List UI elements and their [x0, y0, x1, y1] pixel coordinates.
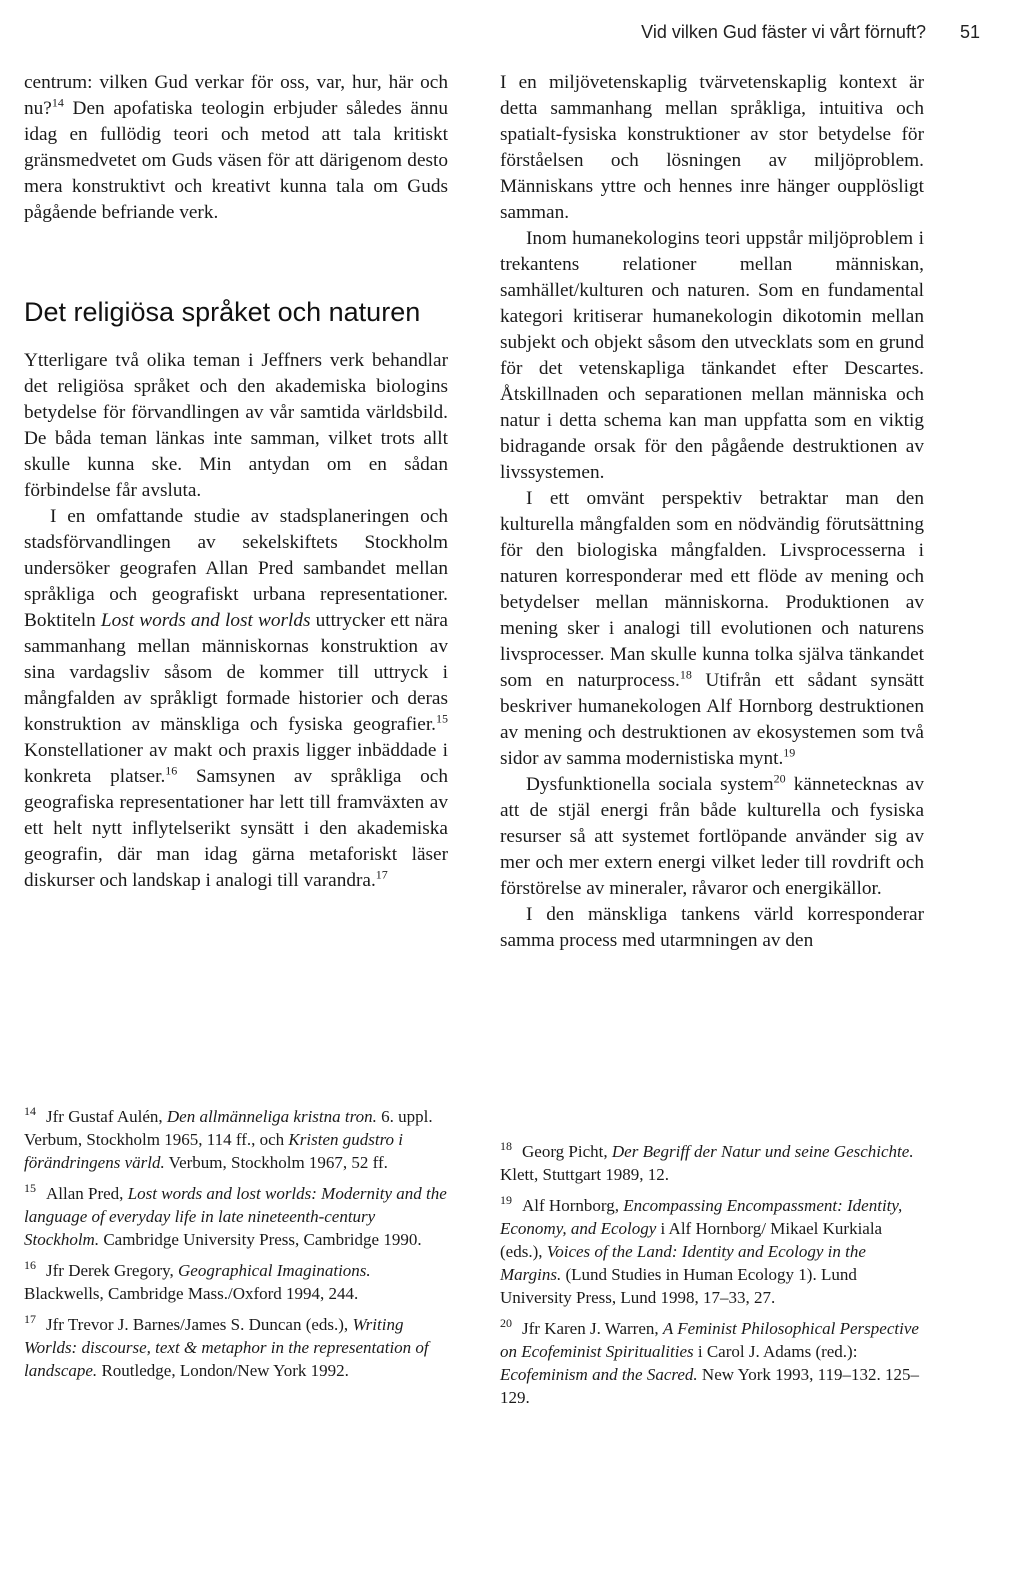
footnote: $^{16}$ Jfr Derek Gregory, Geographical Imaginations. Blackwells, Cambridge Mass./Oxford 1994, 244. [24, 1258, 371, 1303]
footnote: $^{19}$ Alf Hornborg, Encompassing Encompassment: Identity, Economy, and Ecology i Alf Hornborg/ Mikael Kurkiala (eds.), Voices of the Land: Identity and Ecology in the Margins. (Lund Studies in Human Ecology 1). Lund University Press, Lund 1998, 17–33, 27. [500, 1193, 903, 1307]
paragraph: Ytterligare två olika teman i Jeffners verk behandlar det religiösa språket och den akademiska biologins betydelse för förvandlingen av vår samtida världsbild. De båda teman länkas inte samman, vilket trots allt skulle kunna ske. Min antydan om en sådan förbindelse får avsluta. [24, 350, 448, 501]
footnote: $^{18}$ Georg Picht, Der Begriff der Natur und seine Geschichte. Klett, Stuttgart 1989, 12. [500, 1139, 914, 1184]
running-title: Vid vilken Gud fäster vi vårt förnuft? [641, 22, 926, 42]
right-column [500, 70, 924, 954]
footnotes-left [24, 1105, 448, 1390]
footnote: $^{17}$ Jfr Trevor J. Barnes/James S. Duncan (eds.), Writing Worlds: discourse, text & metaphor in the representation of landscape. Routledge, London/New York 1992. [24, 1312, 429, 1380]
paragraph: I en miljövetenskaplig tvärvetenskaplig kontext är detta sammanhang mellan språkliga, intuitiva och spatialt-fysiska konstruktioner av stor betydelse för förståelsen och lösningen av miljöproblem. Människans yttre och hennes inre hänger oupplösligt samman. [500, 72, 924, 223]
paragraph: I den mänskliga tankens värld korresponderar samma process med utarmningen av den [500, 904, 924, 951]
footnote-ref[interactable]: 17 [375, 867, 388, 882]
footnote-ref[interactable]: 20 [773, 771, 786, 786]
footnote: $^{14}$ Jfr Gustaf Aulén, Den allmänneliga kristna tron. 6. uppl. Verbum, Stockholm 1965, 114 ff., och Kristen gudstro i förändringens värld. Verbum, Stockholm 1967, 52 ff. [24, 1104, 433, 1172]
section-heading: Det religiösa språket och naturen [24, 297, 421, 327]
footnote: $^{15}$ Allan Pred, Lost words and lost worlds: Modernity and the language of everyday life in late nineteenth-century Stockholm. Cambridge University Press, Cambridge 1990. [24, 1181, 447, 1249]
footnote: $^{20}$ Jfr Karen J. Warren, A Feminist Philosophical Perspective on Ecofeminist Spiritualities i Carol J. Adams (red.): Ecofeminism and the Sacred. New York 1993, 119–132. 125–129. [500, 1316, 919, 1407]
footnote-ref[interactable]: 19 [783, 745, 796, 760]
left-column [24, 70, 448, 894]
paragraph: I en omfattande studie av stadsplaneringen och stadsförvandlingen av sekelskiftets Stockholm undersöker geografen Allan Pred sambandet mellan språkliga och geografiskt urbana representationer. Boktiteln Lost words and lost worlds uttrycker ett nära sammanhang mellan människornas konstruktion av sina vardagsliv såsom de kommer till uttryck i mångfalden av språkligt formade historier och deras konstruktion av mänskliga och fysiska geografier.$^{15}$ Konstellationer av makt och praxis ligger inbäddade i konkreta platser.$^{16}$ Samsynen av språkliga och geografiska representationer har lett till framväxten av ett helt nytt inflytelserikt synsätt i den akademiska geografin, där man idag gärna metaforiskt läser diskurser och landskap i analogi till varandra.$^{17}$ [24, 506, 448, 891]
book-title: Lost words and lost worlds [100, 610, 311, 631]
footnote-ref[interactable]: 16 [165, 763, 178, 778]
footnote-ref[interactable]: 15 [436, 711, 448, 726]
footnote-ref[interactable]: 18 [679, 667, 692, 682]
paragraph: centrum: vilken Gud verkar för oss, var, hur, här och nu?$^{14}$ Den apofatiska teologin erbjuder således ännu idag en fullödig teori och metod att tala kritiskt gränsmedvetet om Guds väsen för att därigenom desto mera konstruktivt och kreativt kunna tala om Guds pågående befriande verk. [24, 72, 448, 223]
running-head [560, 22, 980, 43]
footnotes-right [500, 1140, 924, 1417]
paragraph: I ett omvänt perspektiv betraktar man den kulturella mångfalden som en nödvändig förutsättning för den biologiska mångfalden. Livsprocesserna i naturen korresponderar med ett flöde av mening och betydelser mellan människorna. Produktionen av mening sker i analogi till evolutionen och naturens livsprocesser. Man skulle kunna tolka själva tänkandet som en naturprocess.$^{18}$ Utifrån ett sådant synsätt beskriver humanekologen Alf Hornborg destruktionen av mening och destruktionen av ekosystemen som två sidor av samma modernistiska mynt.$^{19}$ [500, 488, 924, 769]
paragraph: Inom humanekologins teori uppstår miljöproblem i trekantens relationer mellan människan, samhället/kulturen och naturen. Som en fundamental kategori kritiserar humanekologin dikotomin mellan subjekt och objekt såsom den utvecklats som en grund för det vetenskapliga tänkandet efter Descartes. Åtskillnaden och separationen mellan människa och natur i detta schema kan man uppfatta som en viktig bidragande orsak för den pågående destruktionen av livssystemen. [500, 228, 924, 483]
paragraph: Dysfunktionella sociala system$^{20}$ kännetecknas av att de stjäl energi från både kulturella och fysiska resurser så att systemet fortlöpande använder sig av mer och mer extern energi vilket leder till rovdrift och förstörelse av mineraler, råvaror och energikällor. [500, 771, 924, 899]
page-number: 51 [959, 22, 980, 42]
footnote-ref[interactable]: 14 [51, 95, 64, 110]
